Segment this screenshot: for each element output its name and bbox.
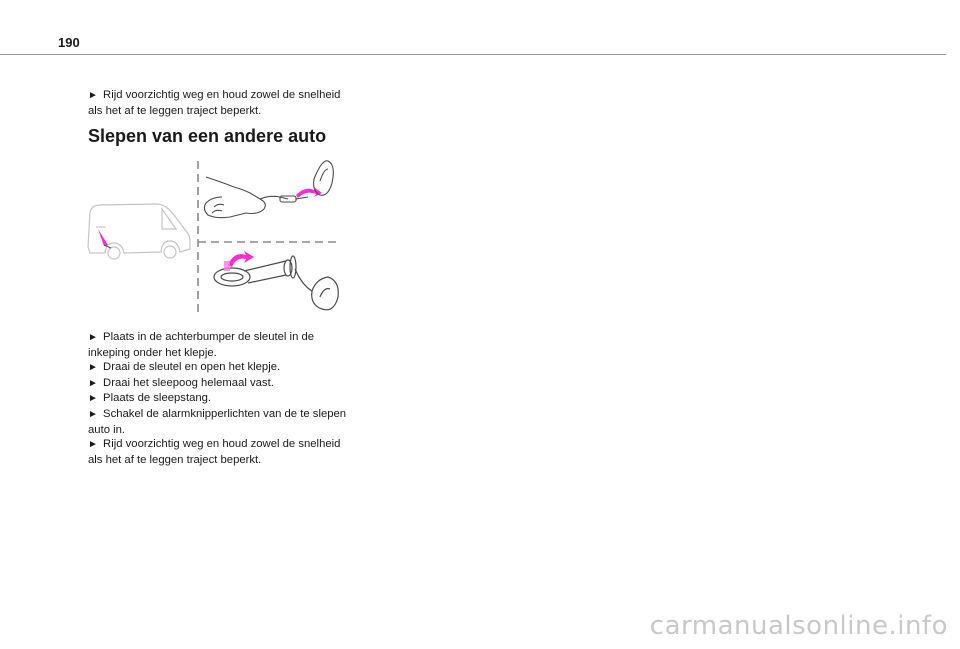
bullet-arrow-icon: ► xyxy=(88,439,98,451)
step-item xyxy=(88,407,353,437)
bullet-arrow-icon: ► xyxy=(88,408,98,420)
towing-diagram xyxy=(84,157,342,317)
header-rule xyxy=(0,54,946,55)
bullet-arrow-icon: ► xyxy=(88,393,98,405)
step-item xyxy=(88,437,353,467)
bullet-arrow-icon: ► xyxy=(88,90,98,101)
intro-text: Rijd voorzichtig weg en houd zowel de snelheid als het af te leggen traject beperkt. xyxy=(88,89,341,117)
section-title: Slepen van een andere auto xyxy=(88,126,327,146)
towing-illustration xyxy=(84,157,342,317)
step-item xyxy=(88,376,353,392)
intro-block xyxy=(88,88,353,118)
bullet-arrow-icon: ► xyxy=(88,362,98,374)
step-item xyxy=(88,360,353,376)
turn-arrow-icon xyxy=(228,251,254,267)
step-text: Schakel de alarmknipperlichten van de te slepen auto in. xyxy=(88,407,347,436)
bullet-arrow-icon: ► xyxy=(88,377,98,389)
step-text: Plaats in de achterbumper de sleutel in de inkeping onder het klepje. xyxy=(88,331,315,359)
step-item xyxy=(88,391,353,407)
bullet-arrow-icon: ► xyxy=(88,332,98,343)
watermark: carmanualsonline.info xyxy=(649,611,948,641)
key-hand-icon xyxy=(204,177,308,218)
page-number: 190 xyxy=(58,35,80,50)
step-text: Plaats de sleepstang. xyxy=(103,392,212,405)
step-text: Draai de sleutel en open het klepje. xyxy=(103,361,281,374)
step-text: Rijd voorzichtig weg en houd zowel de snelheid als het af te leggen traject beperkt. xyxy=(88,438,341,466)
van-icon xyxy=(88,204,190,259)
rotate-arrow-icon xyxy=(296,187,322,198)
step-text: Draai het sleepoog helemaal vast. xyxy=(103,376,274,389)
steps-list xyxy=(88,330,353,467)
rear-pointer-arrow xyxy=(98,229,108,246)
intro-paragraph xyxy=(88,88,353,118)
step-item xyxy=(88,330,353,360)
hand-marker xyxy=(224,261,230,271)
